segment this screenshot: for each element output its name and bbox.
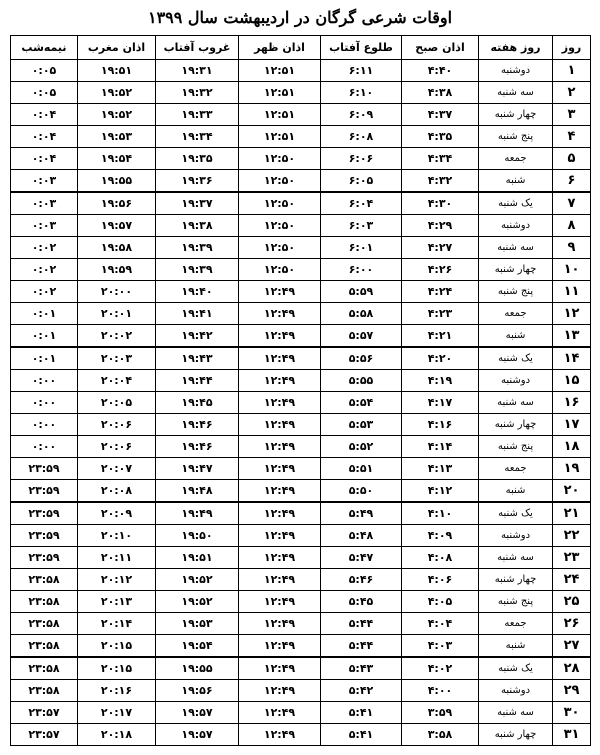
weekday-cell: دوشنبه <box>479 525 553 547</box>
table-row <box>11 547 591 569</box>
table-row <box>11 237 591 259</box>
sunrise-cell: ۵:۵۹ <box>321 281 402 303</box>
sunrise-cell: ۶:۱۰ <box>321 82 402 104</box>
table-row <box>11 657 591 680</box>
midnight-cell: ۲۳:۵۹ <box>11 547 78 569</box>
fajr-cell: ۴:۲۶ <box>402 259 479 281</box>
fajr-cell: ۴:۲۳ <box>402 303 479 325</box>
sunrise-cell: ۵:۴۷ <box>321 547 402 569</box>
header-midnight: نیمه‌شب <box>11 36 78 60</box>
dhuhr-cell: ۱۲:۵۱ <box>239 60 321 82</box>
maghrib-cell: ۲۰:۰۴ <box>78 370 156 392</box>
table-row <box>11 724 591 746</box>
maghrib-cell: ۲۰:۱۷ <box>78 702 156 724</box>
sunset-cell: ۱۹:۳۶ <box>156 170 239 193</box>
sunrise-cell: ۵:۴۳ <box>321 657 402 680</box>
sunset-cell: ۱۹:۵۳ <box>156 613 239 635</box>
midnight-cell: ۰:۰۴ <box>11 148 78 170</box>
sunrise-cell: ۵:۵۰ <box>321 480 402 503</box>
table-header-row <box>11 36 591 60</box>
table-row <box>11 148 591 170</box>
table-row <box>11 525 591 547</box>
midnight-cell: ۲۳:۵۸ <box>11 680 78 702</box>
midnight-cell: ۰:۰۰ <box>11 414 78 436</box>
day-cell: ۳ <box>553 104 591 126</box>
midnight-cell: ۰:۰۲ <box>11 237 78 259</box>
table-row <box>11 104 591 126</box>
day-cell: ۷ <box>553 192 591 215</box>
table-row <box>11 480 591 503</box>
header-fajr: اذان صبح <box>402 36 479 60</box>
sunset-cell: ۱۹:۴۹ <box>156 502 239 525</box>
maghrib-cell: ۱۹:۵۱ <box>78 60 156 82</box>
day-cell: ۲۳ <box>553 547 591 569</box>
sunrise-cell: ۶:۰۸ <box>321 126 402 148</box>
sunset-cell: ۱۹:۴۲ <box>156 325 239 348</box>
fajr-cell: ۴:۰۰ <box>402 680 479 702</box>
fajr-cell: ۴:۳۵ <box>402 126 479 148</box>
day-cell: ۱۹ <box>553 458 591 480</box>
midnight-cell: ۰:۰۱ <box>11 303 78 325</box>
sunset-cell: ۱۹:۳۸ <box>156 215 239 237</box>
sunrise-cell: ۵:۴۹ <box>321 502 402 525</box>
header-maghrib: اذان مغرب <box>78 36 156 60</box>
day-cell: ۲۰ <box>553 480 591 503</box>
weekday-cell: سه شنبه <box>479 82 553 104</box>
table-row <box>11 569 591 591</box>
fajr-cell: ۴:۰۸ <box>402 547 479 569</box>
table-row <box>11 458 591 480</box>
day-cell: ۳۱ <box>553 724 591 746</box>
day-cell: ۱۲ <box>553 303 591 325</box>
day-cell: ۲۸ <box>553 657 591 680</box>
sunset-cell: ۱۹:۵۵ <box>156 657 239 680</box>
maghrib-cell: ۲۰:۰۱ <box>78 303 156 325</box>
weekday-cell: شنبه <box>479 170 553 193</box>
table-row <box>11 82 591 104</box>
day-cell: ۴ <box>553 126 591 148</box>
dhuhr-cell: ۱۲:۴۹ <box>239 591 321 613</box>
sunset-cell: ۱۹:۴۶ <box>156 436 239 458</box>
prayer-times-table <box>10 35 591 746</box>
maghrib-cell: ۲۰:۰۲ <box>78 325 156 348</box>
sunset-cell: ۱۹:۵۲ <box>156 591 239 613</box>
weekday-cell: جمعه <box>479 613 553 635</box>
day-cell: ۵ <box>553 148 591 170</box>
fajr-cell: ۴:۲۷ <box>402 237 479 259</box>
table-row <box>11 325 591 348</box>
maghrib-cell: ۲۰:۱۳ <box>78 591 156 613</box>
fajr-cell: ۴:۱۰ <box>402 502 479 525</box>
sunset-cell: ۱۹:۵۶ <box>156 680 239 702</box>
weekday-cell: جمعه <box>479 148 553 170</box>
table-row <box>11 702 591 724</box>
maghrib-cell: ۲۰:۰۵ <box>78 392 156 414</box>
weekday-cell: چهار شنبه <box>479 104 553 126</box>
maghrib-cell: ۱۹:۵۷ <box>78 215 156 237</box>
fajr-cell: ۴:۳۸ <box>402 82 479 104</box>
maghrib-cell: ۲۰:۱۱ <box>78 547 156 569</box>
fajr-cell: ۴:۳۷ <box>402 104 479 126</box>
sunrise-cell: ۵:۵۵ <box>321 370 402 392</box>
sunrise-cell: ۵:۵۸ <box>321 303 402 325</box>
day-cell: ۱۰ <box>553 259 591 281</box>
midnight-cell: ۰:۰۵ <box>11 60 78 82</box>
fajr-cell: ۴:۴۰ <box>402 60 479 82</box>
dhuhr-cell: ۱۲:۴۹ <box>239 458 321 480</box>
dhuhr-cell: ۱۲:۴۹ <box>239 724 321 746</box>
sunset-cell: ۱۹:۴۶ <box>156 414 239 436</box>
header-sunrise: طلوع آفتاب <box>321 36 402 60</box>
maghrib-cell: ۱۹:۵۴ <box>78 148 156 170</box>
maghrib-cell: ۱۹:۵۸ <box>78 237 156 259</box>
weekday-cell: دوشنبه <box>479 60 553 82</box>
fajr-cell: ۴:۳۲ <box>402 170 479 193</box>
sunset-cell: ۱۹:۴۷ <box>156 458 239 480</box>
day-cell: ۳۰ <box>553 702 591 724</box>
midnight-cell: ۲۳:۵۹ <box>11 458 78 480</box>
sunset-cell: ۱۹:۳۱ <box>156 60 239 82</box>
sunrise-cell: ۶:۰۴ <box>321 192 402 215</box>
sunset-cell: ۱۹:۴۰ <box>156 281 239 303</box>
day-cell: ۲۱ <box>553 502 591 525</box>
midnight-cell: ۲۳:۵۹ <box>11 480 78 503</box>
midnight-cell: ۲۳:۵۹ <box>11 525 78 547</box>
table-row <box>11 680 591 702</box>
sunrise-cell: ۵:۴۴ <box>321 635 402 658</box>
midnight-cell: ۰:۰۰ <box>11 436 78 458</box>
table-row <box>11 370 591 392</box>
maghrib-cell: ۱۹:۵۵ <box>78 170 156 193</box>
day-cell: ۱۶ <box>553 392 591 414</box>
maghrib-cell: ۱۹:۵۹ <box>78 259 156 281</box>
dhuhr-cell: ۱۲:۴۹ <box>239 281 321 303</box>
table-row <box>11 414 591 436</box>
maghrib-cell: ۲۰:۰۶ <box>78 436 156 458</box>
midnight-cell: ۰:۰۰ <box>11 370 78 392</box>
sunrise-cell: ۵:۴۲ <box>321 680 402 702</box>
fajr-cell: ۳:۵۹ <box>402 702 479 724</box>
midnight-cell: ۲۳:۵۸ <box>11 569 78 591</box>
day-cell: ۱۸ <box>553 436 591 458</box>
dhuhr-cell: ۱۲:۴۹ <box>239 635 321 658</box>
weekday-cell: سه شنبه <box>479 702 553 724</box>
sunset-cell: ۱۹:۴۸ <box>156 480 239 503</box>
midnight-cell: ۲۳:۵۸ <box>11 613 78 635</box>
sunrise-cell: ۶:۰۵ <box>321 170 402 193</box>
sunrise-cell: ۶:۰۱ <box>321 237 402 259</box>
midnight-cell: ۰:۰۱ <box>11 347 78 370</box>
dhuhr-cell: ۱۲:۴۹ <box>239 414 321 436</box>
maghrib-cell: ۱۹:۵۲ <box>78 104 156 126</box>
dhuhr-cell: ۱۲:۴۹ <box>239 347 321 370</box>
sunset-cell: ۱۹:۳۳ <box>156 104 239 126</box>
sunrise-cell: ۵:۴۱ <box>321 724 402 746</box>
maghrib-cell: ۲۰:۰۶ <box>78 414 156 436</box>
table-row <box>11 281 591 303</box>
weekday-cell: شنبه <box>479 635 553 658</box>
day-cell: ۲ <box>553 82 591 104</box>
weekday-cell: دوشنبه <box>479 370 553 392</box>
midnight-cell: ۰:۰۲ <box>11 259 78 281</box>
dhuhr-cell: ۱۲:۴۹ <box>239 702 321 724</box>
midnight-cell: ۰:۰۵ <box>11 82 78 104</box>
midnight-cell: ۰:۰۴ <box>11 126 78 148</box>
day-cell: ۱ <box>553 60 591 82</box>
dhuhr-cell: ۱۲:۴۹ <box>239 325 321 348</box>
maghrib-cell: ۲۰:۱۶ <box>78 680 156 702</box>
day-cell: ۲۴ <box>553 569 591 591</box>
fajr-cell: ۴:۱۹ <box>402 370 479 392</box>
fajr-cell: ۴:۲۹ <box>402 215 479 237</box>
weekday-cell: شنبه <box>479 480 553 503</box>
header-weekday: روز هفته <box>479 36 553 60</box>
weekday-cell: سه شنبه <box>479 392 553 414</box>
maghrib-cell: ۲۰:۱۸ <box>78 724 156 746</box>
day-cell: ۶ <box>553 170 591 193</box>
maghrib-cell: ۲۰:۱۲ <box>78 569 156 591</box>
midnight-cell: ۲۳:۵۹ <box>11 502 78 525</box>
maghrib-cell: ۲۰:۱۰ <box>78 525 156 547</box>
sunset-cell: ۱۹:۳۲ <box>156 82 239 104</box>
sunset-cell: ۱۹:۳۵ <box>156 148 239 170</box>
dhuhr-cell: ۱۲:۴۹ <box>239 480 321 503</box>
weekday-cell: پنج شنبه <box>479 126 553 148</box>
midnight-cell: ۰:۰۳ <box>11 170 78 193</box>
fajr-cell: ۴:۳۰ <box>402 192 479 215</box>
dhuhr-cell: ۱۲:۴۹ <box>239 392 321 414</box>
day-cell: ۲۷ <box>553 635 591 658</box>
fajr-cell: ۳:۵۸ <box>402 724 479 746</box>
sunset-cell: ۱۹:۴۵ <box>156 392 239 414</box>
fajr-cell: ۴:۱۲ <box>402 480 479 503</box>
weekday-cell: چهار شنبه <box>479 724 553 746</box>
weekday-cell: یک شنبه <box>479 502 553 525</box>
sunrise-cell: ۵:۴۶ <box>321 569 402 591</box>
weekday-cell: دوشنبه <box>479 680 553 702</box>
sunrise-cell: ۵:۵۶ <box>321 347 402 370</box>
fajr-cell: ۴:۰۵ <box>402 591 479 613</box>
weekday-cell: پنج شنبه <box>479 436 553 458</box>
weekday-cell: جمعه <box>479 458 553 480</box>
midnight-cell: ۰:۰۱ <box>11 325 78 348</box>
header-sunset: غروب آفتاب <box>156 36 239 60</box>
maghrib-cell: ۲۰:۰۹ <box>78 502 156 525</box>
day-cell: ۱۴ <box>553 347 591 370</box>
table-row <box>11 635 591 658</box>
dhuhr-cell: ۱۲:۵۱ <box>239 82 321 104</box>
sunset-cell: ۱۹:۵۴ <box>156 635 239 658</box>
fajr-cell: ۴:۳۴ <box>402 148 479 170</box>
table-row <box>11 60 591 82</box>
fajr-cell: ۴:۱۴ <box>402 436 479 458</box>
sunrise-cell: ۵:۴۵ <box>321 591 402 613</box>
fajr-cell: ۴:۰۹ <box>402 525 479 547</box>
dhuhr-cell: ۱۲:۴۹ <box>239 569 321 591</box>
table-row <box>11 170 591 193</box>
dhuhr-cell: ۱۲:۵۱ <box>239 104 321 126</box>
dhuhr-cell: ۱۲:۵۰ <box>239 192 321 215</box>
sunset-cell: ۱۹:۵۷ <box>156 724 239 746</box>
midnight-cell: ۲۳:۵۷ <box>11 702 78 724</box>
day-cell: ۸ <box>553 215 591 237</box>
weekday-cell: سه شنبه <box>479 237 553 259</box>
fajr-cell: ۴:۰۲ <box>402 657 479 680</box>
sunrise-cell: ۶:۰۹ <box>321 104 402 126</box>
sunrise-cell: ۶:۱۱ <box>321 60 402 82</box>
sunrise-cell: ۵:۴۸ <box>321 525 402 547</box>
day-cell: ۲۶ <box>553 613 591 635</box>
day-cell: ۱۳ <box>553 325 591 348</box>
day-cell: ۲۹ <box>553 680 591 702</box>
day-cell: ۲۲ <box>553 525 591 547</box>
midnight-cell: ۰:۰۴ <box>11 104 78 126</box>
midnight-cell: ۲۳:۵۸ <box>11 657 78 680</box>
dhuhr-cell: ۱۲:۵۰ <box>239 215 321 237</box>
sunrise-cell: ۵:۵۲ <box>321 436 402 458</box>
table-row <box>11 436 591 458</box>
fajr-cell: ۴:۲۰ <box>402 347 479 370</box>
maghrib-cell: ۱۹:۵۶ <box>78 192 156 215</box>
table-row <box>11 347 591 370</box>
fajr-cell: ۴:۰۶ <box>402 569 479 591</box>
page-title: اوقات شرعی گرگان در اردیبهشت سال ۱۳۹۹ <box>147 8 453 27</box>
fajr-cell: ۴:۰۴ <box>402 613 479 635</box>
sunrise-cell: ۵:۴۱ <box>321 702 402 724</box>
midnight-cell: ۲۳:۵۸ <box>11 591 78 613</box>
midnight-cell: ۰:۰۰ <box>11 392 78 414</box>
fajr-cell: ۴:۱۷ <box>402 392 479 414</box>
sunset-cell: ۱۹:۴۳ <box>156 347 239 370</box>
fajr-cell: ۴:۱۳ <box>402 458 479 480</box>
dhuhr-cell: ۱۲:۴۹ <box>239 680 321 702</box>
weekday-cell: سه شنبه <box>479 547 553 569</box>
maghrib-cell: ۲۰:۰۷ <box>78 458 156 480</box>
maghrib-cell: ۲۰:۱۵ <box>78 635 156 658</box>
maghrib-cell: ۱۹:۵۲ <box>78 82 156 104</box>
sunset-cell: ۱۹:۵۱ <box>156 547 239 569</box>
sunrise-cell: ۶:۰۰ <box>321 259 402 281</box>
dhuhr-cell: ۱۲:۴۹ <box>239 547 321 569</box>
dhuhr-cell: ۱۲:۴۹ <box>239 436 321 458</box>
table-row <box>11 126 591 148</box>
maghrib-cell: ۲۰:۰۳ <box>78 347 156 370</box>
sunrise-cell: ۵:۴۴ <box>321 613 402 635</box>
weekday-cell: جمعه <box>479 303 553 325</box>
header-day: روز <box>553 36 591 60</box>
fajr-cell: ۴:۰۳ <box>402 635 479 658</box>
weekday-cell: چهار شنبه <box>479 259 553 281</box>
table-row <box>11 613 591 635</box>
weekday-cell: یک شنبه <box>479 657 553 680</box>
sunrise-cell: ۵:۵۴ <box>321 392 402 414</box>
table-row <box>11 215 591 237</box>
header-dhuhr: اذان ظهر <box>239 36 321 60</box>
maghrib-cell: ۲۰:۱۵ <box>78 657 156 680</box>
fajr-cell: ۴:۱۶ <box>402 414 479 436</box>
weekday-cell: پنج شنبه <box>479 281 553 303</box>
weekday-cell: دوشنبه <box>479 215 553 237</box>
sunset-cell: ۱۹:۵۰ <box>156 525 239 547</box>
day-cell: ۱۱ <box>553 281 591 303</box>
weekday-cell: چهار شنبه <box>479 414 553 436</box>
midnight-cell: ۰:۰۳ <box>11 215 78 237</box>
midnight-cell: ۲۳:۵۷ <box>11 724 78 746</box>
maghrib-cell: ۲۰:۰۰ <box>78 281 156 303</box>
table-row <box>11 591 591 613</box>
dhuhr-cell: ۱۲:۵۱ <box>239 126 321 148</box>
sunrise-cell: ۶:۰۶ <box>321 148 402 170</box>
table-row <box>11 303 591 325</box>
sunrise-cell: ۵:۵۷ <box>321 325 402 348</box>
table-row <box>11 392 591 414</box>
day-cell: ۱۷ <box>553 414 591 436</box>
weekday-cell: شنبه <box>479 325 553 348</box>
fajr-cell: ۴:۲۱ <box>402 325 479 348</box>
sunset-cell: ۱۹:۳۷ <box>156 192 239 215</box>
sunset-cell: ۱۹:۴۴ <box>156 370 239 392</box>
day-cell: ۲۵ <box>553 591 591 613</box>
sunset-cell: ۱۹:۵۷ <box>156 702 239 724</box>
maghrib-cell: ۲۰:۱۴ <box>78 613 156 635</box>
dhuhr-cell: ۱۲:۴۹ <box>239 370 321 392</box>
midnight-cell: ۰:۰۲ <box>11 281 78 303</box>
sunrise-cell: ۶:۰۳ <box>321 215 402 237</box>
sunrise-cell: ۵:۵۱ <box>321 458 402 480</box>
midnight-cell: ۰:۰۳ <box>11 192 78 215</box>
day-cell: ۹ <box>553 237 591 259</box>
midnight-cell: ۲۳:۵۸ <box>11 635 78 658</box>
weekday-cell: چهار شنبه <box>479 569 553 591</box>
dhuhr-cell: ۱۲:۴۹ <box>239 613 321 635</box>
table-row <box>11 192 591 215</box>
weekday-cell: یک شنبه <box>479 192 553 215</box>
dhuhr-cell: ۱۲:۴۹ <box>239 657 321 680</box>
sunrise-cell: ۵:۵۳ <box>321 414 402 436</box>
table-row <box>11 259 591 281</box>
dhuhr-cell: ۱۲:۴۹ <box>239 525 321 547</box>
fajr-cell: ۴:۲۴ <box>402 281 479 303</box>
dhuhr-cell: ۱۲:۵۰ <box>239 259 321 281</box>
sunset-cell: ۱۹:۵۲ <box>156 569 239 591</box>
maghrib-cell: ۲۰:۰۸ <box>78 480 156 503</box>
sunset-cell: ۱۹:۴۱ <box>156 303 239 325</box>
dhuhr-cell: ۱۲:۴۹ <box>239 303 321 325</box>
dhuhr-cell: ۱۲:۵۰ <box>239 170 321 193</box>
sunset-cell: ۱۹:۳۹ <box>156 237 239 259</box>
sunset-cell: ۱۹:۳۹ <box>156 259 239 281</box>
dhuhr-cell: ۱۲:۵۰ <box>239 237 321 259</box>
dhuhr-cell: ۱۲:۵۰ <box>239 148 321 170</box>
sunset-cell: ۱۹:۳۴ <box>156 126 239 148</box>
weekday-cell: پنج شنبه <box>479 591 553 613</box>
table-row <box>11 502 591 525</box>
maghrib-cell: ۱۹:۵۳ <box>78 126 156 148</box>
weekday-cell: یک شنبه <box>479 347 553 370</box>
day-cell: ۱۵ <box>553 370 591 392</box>
table-body <box>11 60 591 746</box>
dhuhr-cell: ۱۲:۴۹ <box>239 502 321 525</box>
